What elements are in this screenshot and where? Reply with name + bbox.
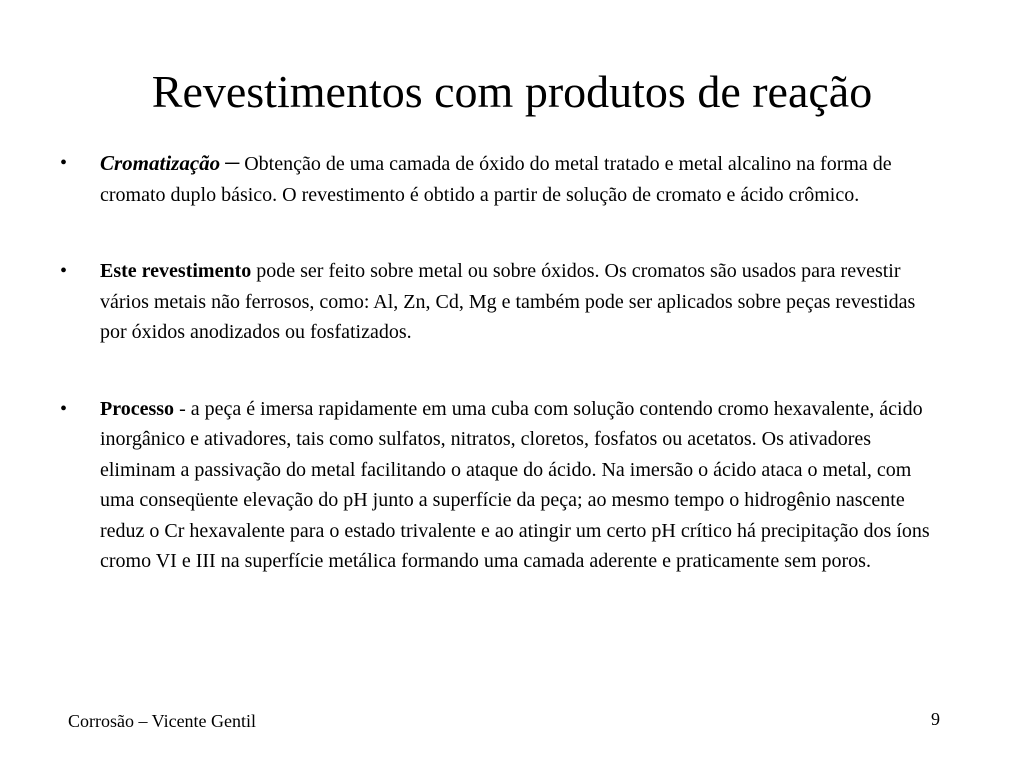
bullet-text-este-revestimento: pode ser feito sobre metal ou sobre óxidos. Os cromatos são usados para revestir vários metais não ferrosos, como: Al, Zn, Cd, Mg e também pode ser aplicados sobre peças revestidas por óxidos anodizados ou fosfatizados. [100,260,916,343]
bullet-list [60,148,940,623]
bullet-lead-cromatizacao: Cromatização [100,151,221,175]
bullet-item-processo [60,394,940,577]
bullet-dot-icon: • [60,260,68,282]
bullet-lead-processo: Processo [100,397,175,420]
bullet-lead-este-revestimento: Este revestimento [100,260,252,282]
footer-author: Corrosão – Vicente Gentil [68,711,257,731]
bullet-dash: – [225,146,240,177]
bullet-item-este-revestimento [60,256,940,348]
bullet-dot-icon: • [60,397,68,420]
bullet-dot-icon: • [60,152,68,174]
page-number: 9 [931,709,940,729]
bullet-item-cromatizacao [60,148,940,210]
bullet-text-cromatizacao: Obtenção de uma camada de óxido do metal tratado e metal alcalino na forma de cromato duplo básico. O revestimento é obtido a partir de solução de cromato e ácido crômico. [100,153,892,206]
slide-title: Revestimentos com produtos de reação [151,66,873,117]
bullet-text-processo: - a peça é imersa rapidamente em uma cuba com solução contendo cromo hexavalente, ácido inorgânico e ativadores, tais como sulfatos, nitratos, cloretos, fosfatos ou acetatos. Os ativadores eliminam a passivação do metal facilitando o ataque do ácido. Na imersão o ácido ataca o metal, com uma conseqüente elevação do pH junto a superfície da peça; ao mesmo tempo o hidrogênio nascente reduz o Cr hexavalente para o estado trivalente e ao atingir um certo pH crítico há precipitação dos íons cromo VI e III na superfície metálica formando uma camada aderente e praticamente sem poros. [100,397,930,572]
